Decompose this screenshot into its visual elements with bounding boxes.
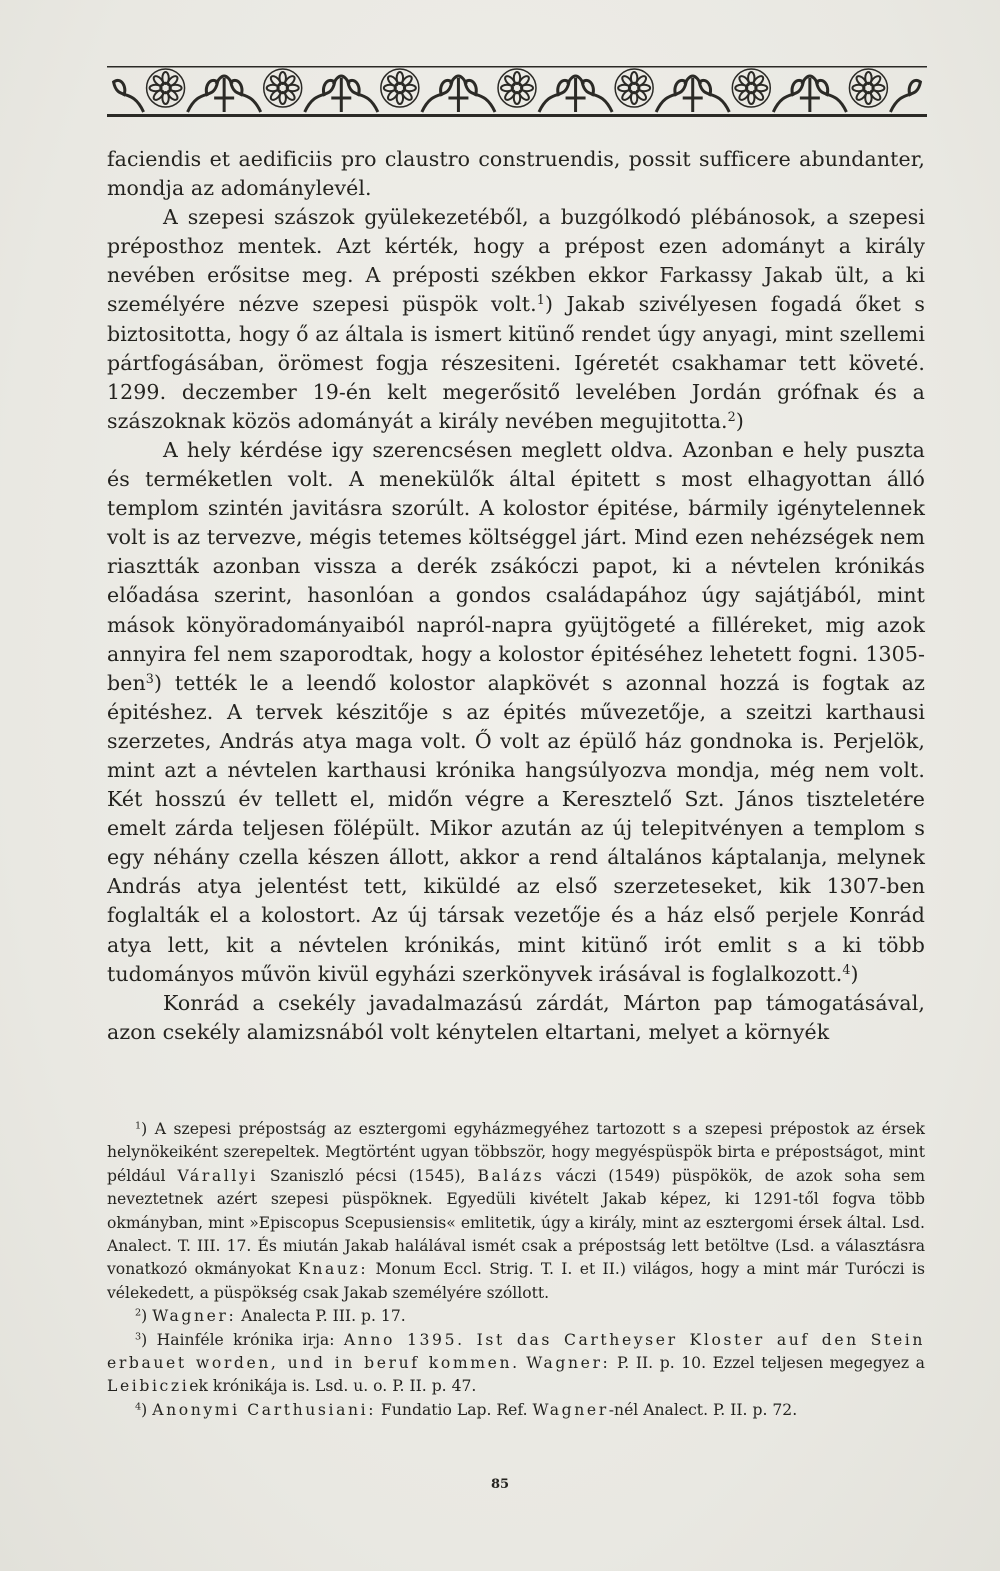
paragraph (107, 989, 925, 1047)
text-run: ) Hainféle krónika irja: (141, 1330, 344, 1349)
text-run: Fundatio Lap. Ref. (376, 1400, 533, 1419)
footnote (107, 1399, 925, 1422)
text-run: ) (141, 1400, 153, 1419)
paragraph (107, 203, 925, 436)
footnote (107, 1329, 925, 1399)
main-text (107, 145, 925, 1047)
footnote-ref: 1 (135, 1120, 142, 1132)
text-run: P. II. p. 10. Ezzel teljesen megegyez a (610, 1354, 925, 1373)
footnotes (107, 1118, 925, 1422)
footnote-ref: 3 (135, 1331, 142, 1343)
text-run: Szaniszló pécsi (1545), (257, 1166, 478, 1185)
spaced-name: Wagner: (526, 1354, 611, 1373)
footnote-ref: 4 (842, 961, 851, 977)
decorative-floral-header-band (107, 58, 927, 120)
rosette-ornament (448, 69, 569, 112)
footnote (107, 1118, 925, 1305)
spaced-name: Várallyi (177, 1166, 258, 1185)
text-run: A szepesi szászok gyülekezetéből, a buzgólkodó plébánosok, a szepesi préposthoz mentek. Azt kérték, hogy a prépost ezen adományt a király nevében erősitse meg. A préposti székben ekkor Farkassy Jakab ült, a ki személyére nézve szepesi püspök volt. (107, 205, 925, 317)
text-run: -nél Analect. P. II. p. 72. (608, 1400, 798, 1419)
text-run: ) A szepesi prépostság az esztergomi egyházmegyéhez tartozott s a szepesi prépostok az érsek helynökeiként szerepeltek. Megtörtént ugyan többször, hogy megyéspüspök birta e prépostságot, mint például (107, 1120, 925, 1185)
footnote-ref: 2 (135, 1307, 142, 1319)
footnote-ref: 3 (145, 670, 154, 686)
footnote (107, 1305, 925, 1328)
rosette-ornament (683, 69, 804, 112)
text-run: ) (850, 961, 859, 986)
spaced-name: Anonymi Carthusiani: (152, 1400, 377, 1419)
text-run: ) tették le a leendő kolostor alapkövét s azonnal hozzá is fogtak az épitéshez. A tervek készitője s az épités művezetője, a szeitzi karthausi szerzetes, András atya maga volt. Ő volt az épülő ház gondnoka is. Perjelök, mint azt a névtelen karthausi krónika hangsúlyozva mondja, még nem volt. Két hosszú év tellett el, midőn végre a Keresztelő Szt. János tiszteletére emelt zárda teljesen fölépült. Mikor azután az új telepitvényen a templom s egy néhány czella készen állott, akkor a rend általános káptalanja, melynek András atya jelentést tett, kiküldé az első szerzeteseket, kik 1307-ben foglalták el a kolostort. Az új társak vezetője és a ház első perjele Konrád atya lett, kit a névtelen krónikás, mint kitünő irót emlit s a ki több tudományos művön kivül egyházi szerkönyvek irásával is foglalkozott. (107, 670, 925, 986)
spaced-name: Balázs (477, 1166, 545, 1185)
spaced-name: Wagner (532, 1400, 609, 1419)
footnote-ref: 1 (536, 292, 545, 308)
text-run: Analecta P. III. p. 17. (236, 1307, 406, 1326)
text-run: A hely kérdése igy szerencsésen meglett oldva. Azonban e hely puszta és terméketlen volt. A menekülők által épitett s most elhagyottan álló templom szintén javitásra szorúlt. A kolostor épitése, bármily igénytelennek volt is az tervezve, mégis tetemes költséggel járt. Mind ezen nehézségek nem riasztták azonban vissza a derék zsákóczi papot, ki a névtelen krónikás előadása szerint, hasonlóan a gondos családapához úgy sajátjából, mint mások könyöradományaiból napról-napra gyüjtögeté a filléreket, mig azok annyira fel nem szaporodtak, hogy a kolostor épitéséhez lehetett fogni. 1305-ben (107, 437, 925, 695)
text-run: váczi (1549) püspökök, de azok soha sem neveztetnek azért szepesi püspöknek. Egyedüli kivételt Jakab képez, ki 1291-től fogva több okmányban, mint »Episcopus Scepusiensis« emlitetik, úgy a király, mint az esztergomi érsek által. Lsd. Analect. T. III. 17. És miután Jakab halálával ismét csak a prépostság lett betöltve (Lsd. a választásra vonatkozó okmányokat (107, 1166, 926, 1279)
text-run: ) Jakab szivélyesen fogadá őket s biztositotta, hogy ő az általa is ismert kitünő rendet úgy anyagi, mint szellemi pártfogásában, örömest fogja részesiteni. Igéretét csakhamar tett követé. 1299. deczember 19-én kelt megerősitő levelében Jordán grófnak és a szászoknak közös adományát a király nevében megujitotta. (107, 292, 925, 433)
spaced-name: Knauz: (298, 1260, 369, 1279)
rosette-ornament (214, 69, 335, 112)
footnote-ref: 4 (135, 1401, 142, 1413)
footnote-ref: 2 (727, 408, 736, 424)
text-run: faciendis et aedificiis pro claustro construendis, possit sufficere abundanter, mondja az adománylevél. (107, 147, 925, 201)
text-run: ) (141, 1307, 153, 1326)
spaced-name: Leibiczi (107, 1377, 190, 1396)
text-run: ek krónikája is. Lsd. u. o. P. II. p. 47. (189, 1377, 477, 1396)
paragraph (107, 145, 925, 203)
paragraph (107, 436, 925, 989)
rosette-ornament (800, 69, 921, 112)
spaced-name: Wagner: (152, 1307, 237, 1326)
page-number: 85 (490, 1477, 510, 1492)
text-run: Monum Eccl. Strig. T. I. et II.) világos, hogy a mint már Turóczi is vélekedett, a püspökség csak Jakab személyére szóllott. (107, 1260, 925, 1302)
text-run: Konrád a csekély javadalmazású zárdát, Márton pap támogatásával, azon csekély alamizsnából volt kénytelen eltartani, melyet a környék (107, 990, 925, 1044)
text-run: ) (735, 408, 744, 433)
rosette-ornament (566, 69, 687, 112)
rosette-ornament (331, 69, 452, 112)
spaced-name: Anno 1395. Ist das Cartheyser Kloster auf den Stein erbauet worden, und in beruf kommen. (107, 1330, 926, 1373)
rosette-ornament (114, 69, 218, 112)
